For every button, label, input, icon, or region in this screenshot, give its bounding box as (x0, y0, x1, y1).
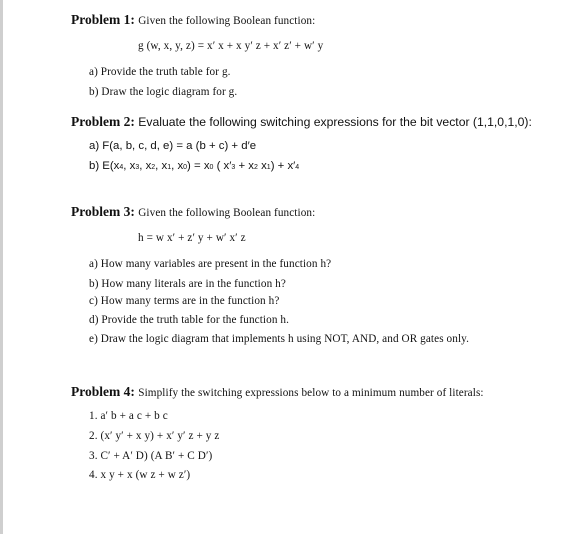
text: + x (235, 160, 254, 172)
problem-2-item-a: a) F(a, b, c, d, e) = a (b + c) + d′e (89, 140, 257, 152)
subscript: 3 (231, 164, 236, 171)
text: ( x′ (213, 160, 232, 172)
text: , x (171, 160, 184, 172)
text: , x (155, 160, 168, 172)
problem-4-intro: Simplify the switching expressions below to a minimum number of literals: (138, 387, 484, 399)
text: x (257, 160, 267, 172)
problem-2-title: Problem 2: (71, 114, 135, 129)
problem-3-item-d: d) Provide the truth table for the function h. (89, 314, 290, 326)
subscript: 4 (119, 164, 124, 171)
problem-4-item-4: 4. x y + x (w z + w z′) (89, 469, 191, 481)
problem-3-intro: Given the following Boolean function: (138, 207, 316, 219)
problem-1-intro: Given the following Boolean function: (138, 15, 316, 27)
problem-4-heading (71, 384, 484, 400)
problem-3-item-a: a) How many variables are present in the function h? (89, 258, 332, 270)
problem-2-intro: Evaluate the following switching expressions for the bit vector (1,1,0,1,0): (138, 115, 532, 129)
subscript: 1 (266, 164, 271, 171)
problem-1-function: g (w, x, y, z) = x′ x + x y′ z + x′ z′ + w′ y (138, 40, 324, 52)
subscript: 2 (254, 164, 258, 171)
problem-1-title: Problem 1: (71, 12, 135, 27)
text: b) E(x (89, 160, 120, 172)
problem-3-heading (71, 204, 315, 220)
text: ) = x (187, 160, 210, 172)
text: , x (123, 160, 136, 172)
subscript: 3 (135, 164, 140, 171)
problem-2-heading (71, 114, 532, 130)
text: ) + x′ (270, 160, 296, 172)
problem-1-heading (71, 12, 315, 28)
problem-4-title: Problem 4: (71, 384, 135, 399)
problem-4-item-3: 3. C′ + A′ D) (A B′ + C D′) (89, 450, 213, 462)
problem-4-item-2: 2. (x′ y′ + x y) + x′ y′ z + y z (89, 430, 220, 442)
problem-3-item-b: b) How many literals are in the function h? (89, 278, 286, 290)
problem-3-function: h = w x′ + z′ y + w′ x′ z (138, 232, 246, 244)
text: , x (139, 160, 152, 172)
problem-3-item-c: c) How many terms are in the function h? (89, 295, 280, 307)
subscript: 1 (167, 164, 172, 171)
subscript: 0 (183, 164, 188, 171)
problem-4-item-1: 1. a′ b + a c + b c (89, 410, 168, 422)
problem-1-item-a: a) Provide the truth table for g. (89, 66, 231, 78)
problem-1-item-b: b) Draw the logic diagram for g. (89, 86, 238, 98)
page-edge (0, 0, 3, 534)
subscript: 2 (151, 164, 156, 171)
problem-3-title: Problem 3: (71, 204, 135, 219)
problem-3-item-e: e) Draw the logic diagram that implements h using NOT, AND, and OR gates only. (89, 333, 470, 345)
subscript: 4 (295, 164, 300, 171)
problem-2-item-b (89, 160, 299, 172)
subscript: 0 (209, 164, 214, 171)
